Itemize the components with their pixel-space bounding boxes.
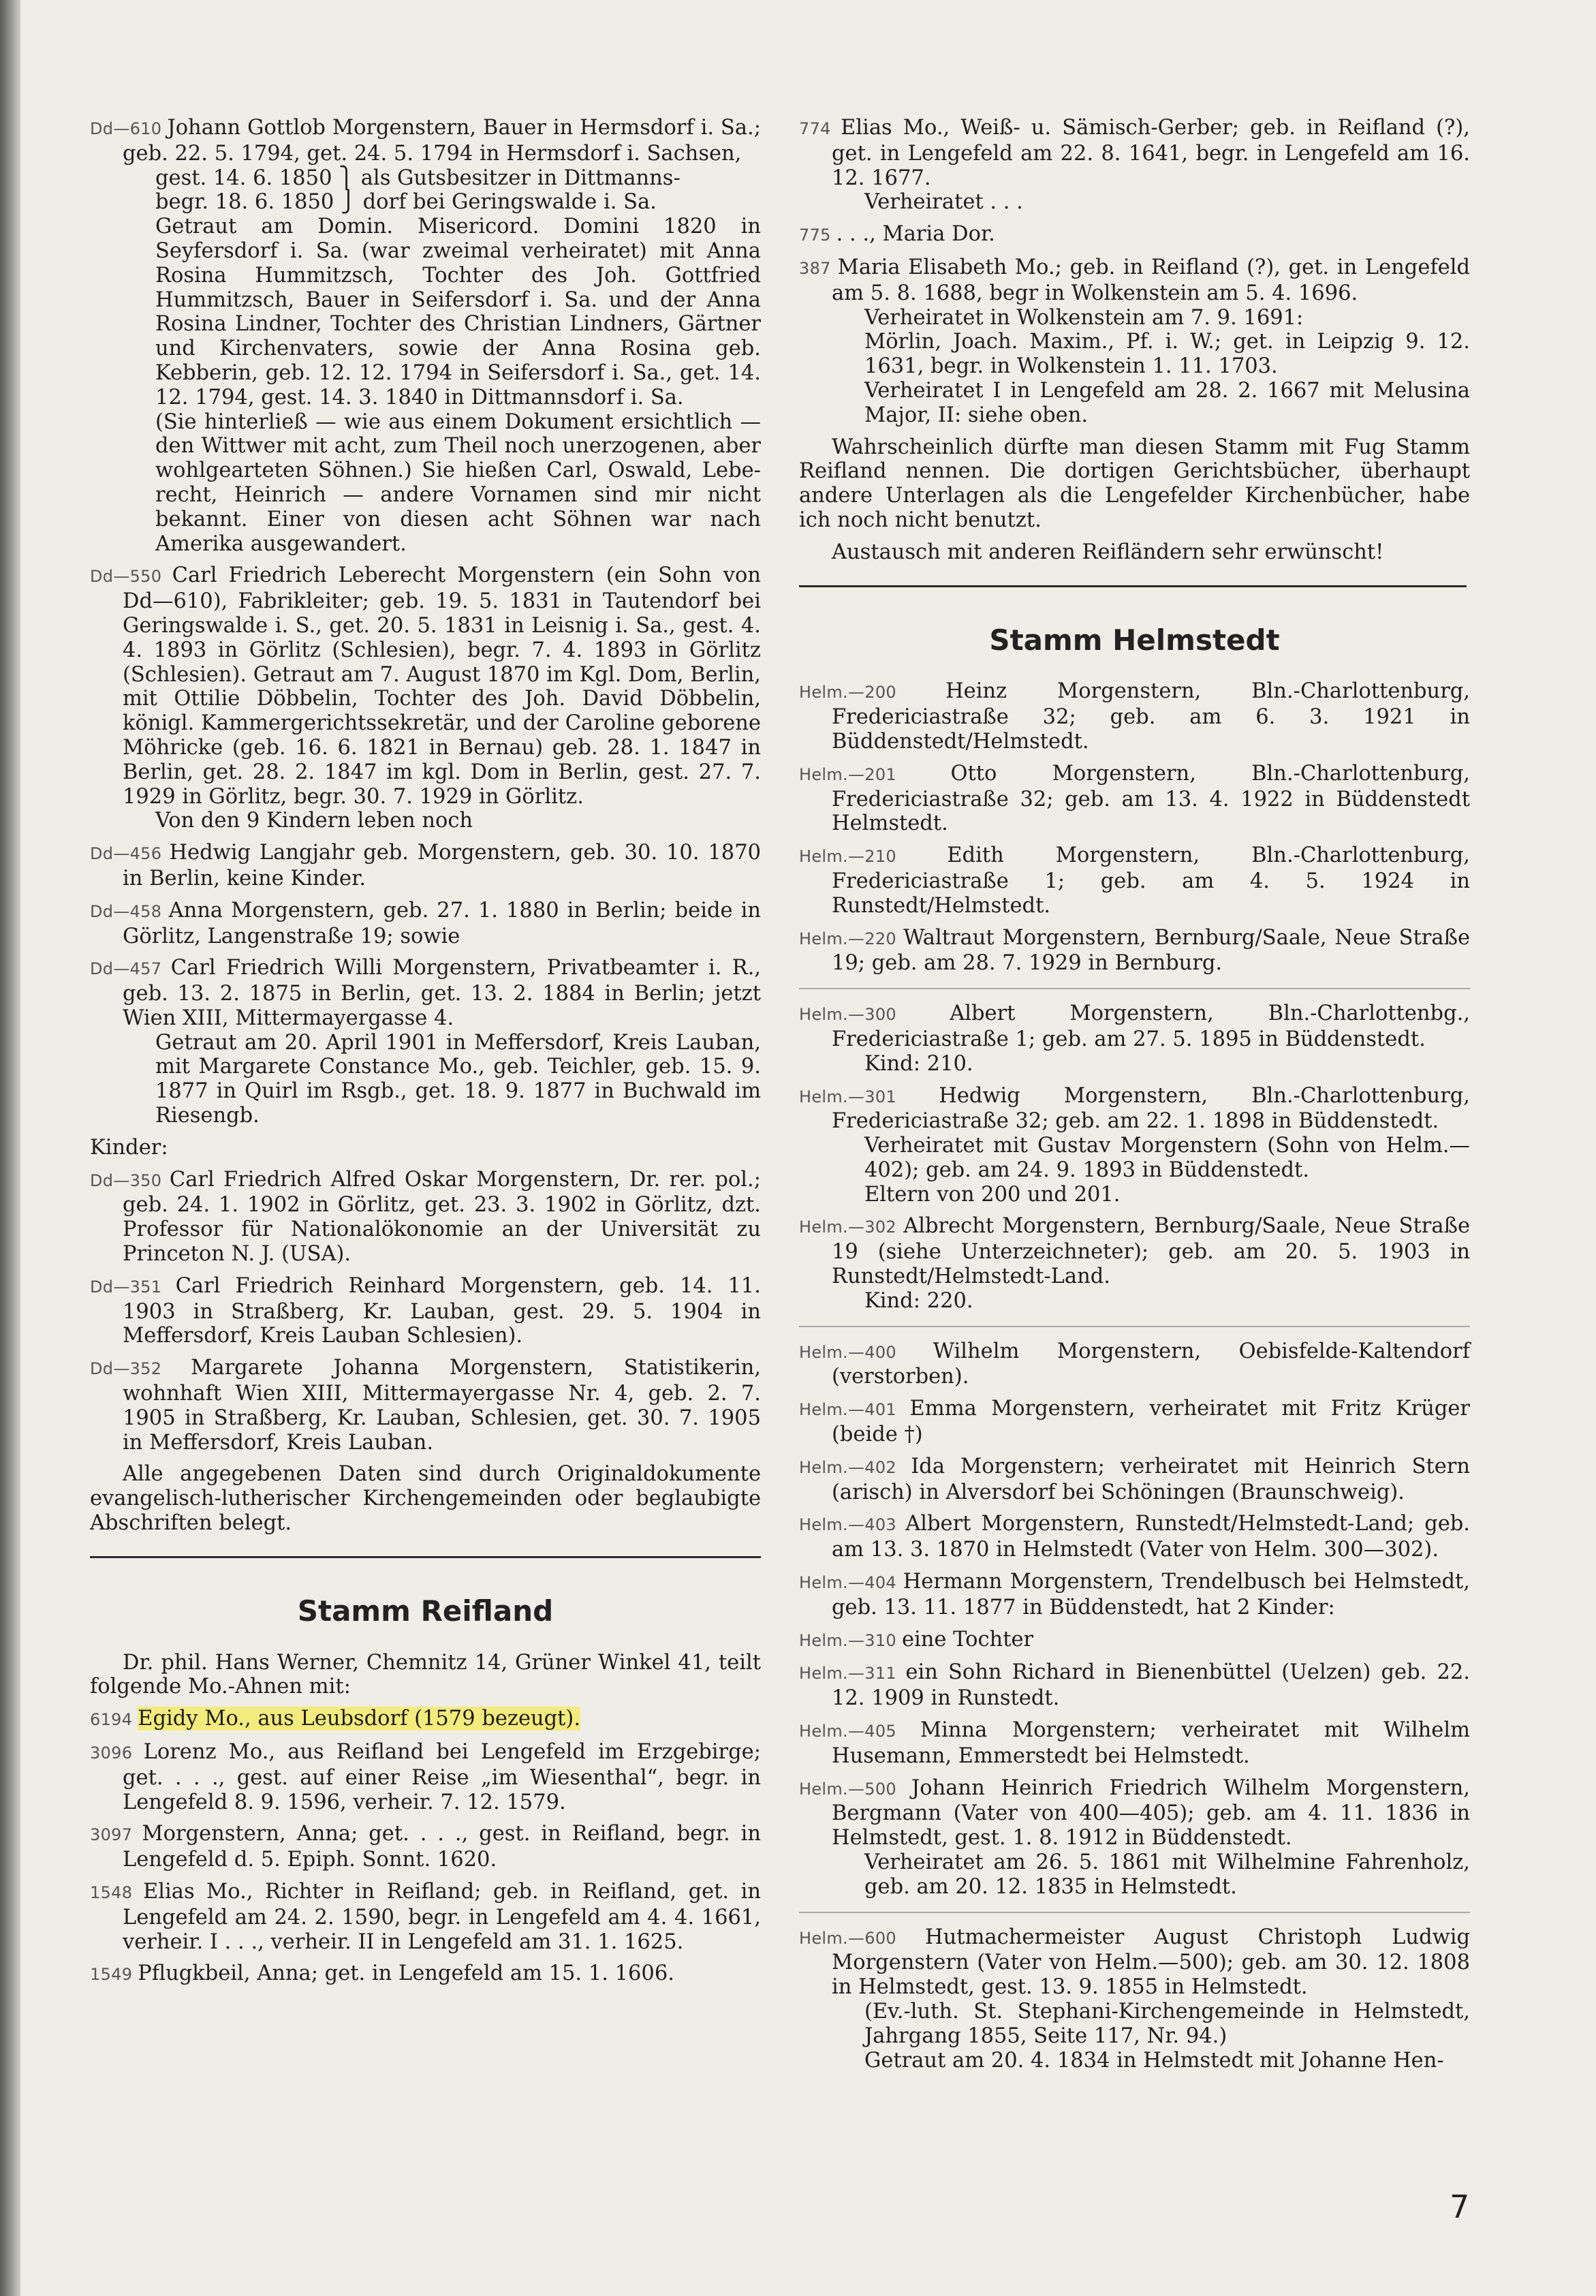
entry-line <box>832 306 1470 330</box>
genealogy-entry <box>90 1168 761 1267</box>
entry-line <box>90 1135 761 1160</box>
entry-id: 775 <box>799 226 836 245</box>
entry-text: Albrecht Morgenstern, Bernburg/Saale, Neue Straße 19 (siehe Unterzeichneter); geb. am 20. 5. 1903 in Runstedt/Helmstedt-Land. <box>832 1214 1470 1289</box>
entry-line <box>799 1454 1470 1505</box>
page-edge <box>0 0 20 2296</box>
entry-line <box>832 2049 1470 2073</box>
entry-line <box>799 116 1471 190</box>
entry-text: Getraut am Domin. Misericord. Domini 1820 in Seyfersdorf i. Sa. (war zweimal verheiratet) mit Anna Rosina Hummitzsch, Tochter des Joh. Gottfried Hummitzsch, Bauer in Seifersdorf i. Sa. und der Anna Rosina Lindner, Tochter des Christian Lindners, Gärtner und Kirchenvaters, sowie der Anna Rosina geb. Kebberin, geb. 12. 12. 1794 in Seifersdorf i. Sa., get. 14. 12. 1794, gest. 14. 3. 1840 in Dittmannsdorf i. Sa. <box>155 215 761 409</box>
genealogy-entry <box>90 1274 761 1348</box>
entry-text: Albert Morgenstern, Bln.-Charlottenbg., Fredericiastraße 1; geb. am 27. 5. 1895 in Büddenstedt. <box>832 1002 1470 1051</box>
entry-id: Helm.—405 <box>799 1722 920 1741</box>
paragraph: Wahrscheinlich dürfte man diesen Stamm mit Fug Stamm Reifland nennen. Die dortigen Gerichtsbücher, überhaupt andere Unterlagen als die Lengefelder Kirchenbücher, habe ich noch nicht benutzt. <box>799 435 1470 532</box>
entry-id: Dd—458 <box>90 901 169 921</box>
entry-text: Von den 9 Kindern leben noch <box>155 809 473 833</box>
entry-text: Johann Heinrich Friedrich Wilhelm Morgenstern, Bergmann (Vater von 400—405); geb. am 4. 11. 1836 in Helmstedt, gest. 1. 8. 1912 in Büddenstedt. <box>832 1775 1470 1850</box>
helmstedt-group <box>799 679 1470 976</box>
genealogy-entry <box>90 956 761 1128</box>
genealogy-entry <box>799 1339 1470 1390</box>
entry-text: Verheiratet mit Gustav Morgenstern (Sohn von Helm.—402); geb. am 24. 9. 1893 in Büddenstedt. <box>864 1134 1470 1182</box>
entry-id: Helm.—402 <box>799 1457 911 1477</box>
entry-line <box>799 1339 1470 1390</box>
entry-id: Helm.—404 <box>799 1573 903 1593</box>
entry-line <box>832 330 1470 379</box>
entry-id: Dd—550 <box>90 567 172 587</box>
entry-text: Carl Friedrich Willi Morgenstern, Privatbeamter i. R., geb. 13. 2. 1875 in Berlin, get. 13. 2. 1884 in Berlin; jetzt Wien XIII, Mittermayergasse 4. <box>123 956 761 1030</box>
entry-line <box>799 1627 1470 1654</box>
entry-line <box>90 1273 761 1348</box>
entry-text: Hermann Morgenstern, Trendelbusch bei Helmstedt, geb. 13. 11. 1877 in Büddenstedt, hat 2 Kinder: <box>832 1570 1470 1619</box>
entry-text: Anna Morgenstern, geb. 27. 1. 1880 in Berlin; beide in Görlitz, Langenstraße 19; sowie <box>123 898 761 948</box>
genealogy-entry <box>799 1776 1470 1899</box>
entry-text: Verheiratet am 26. 5. 1861 mit Wilhelmine Fahrenholz, geb. am 20. 12. 1835 in Helmstedt. <box>864 1850 1470 1899</box>
entry-id: Helm.—403 <box>799 1515 906 1535</box>
entry-text: Kind: 220. <box>864 1288 973 1313</box>
entry-line <box>799 1083 1470 1134</box>
entry-text: Eltern von 200 und 201. <box>864 1182 1121 1207</box>
entry-id: Helm.—220 <box>799 929 904 948</box>
entry-line <box>799 761 1470 836</box>
genealogy-entry <box>799 116 1470 215</box>
entry-id: Helm.—200 <box>799 683 946 702</box>
entry-text: (Ev.-luth. St. Stephani-Kirchengemeinde in Helmstedt, Jahrgang 1855, Seite 117, Nr. 94.) <box>864 2000 1470 2048</box>
entry-id: Dd—456 <box>90 844 170 864</box>
entry-text: Morgenstern, Anna; get. . . ., gest. in Reifland, begr. in Lengefeld d. 5. Epiph. Sonnt. 1620. <box>123 1822 761 1872</box>
section-title-reifland: Stamm Reifland <box>297 1594 554 1628</box>
entry-line <box>832 1134 1470 1183</box>
left-column <box>90 116 761 1995</box>
entry-line <box>832 190 1470 215</box>
helmstedt-group <box>799 1002 1470 1314</box>
entry-line <box>90 841 762 891</box>
entry-text: Verheiratet I in Lengefeld am 28. 2. 1667 mit Melusina Major, II: siehe oben. <box>864 378 1470 427</box>
entry-text: Minna Morgenstern; verheiratet mit Wilhelm Husemann, Emmerstedt bei Helmstedt. <box>832 1718 1470 1768</box>
entry-line <box>799 1718 1470 1769</box>
entry-line <box>799 1570 1470 1620</box>
genealogy-entry <box>799 1512 1470 1562</box>
entry-text: Elias Mo., Richter in Reifland; geb. in Reifland, get. in Lengefeld am 24. 2. 1590, begr. in Lengefeld am 4. 4. 1661, verheir. I . . ., verheir. II in Lengefeld am 31. 1. 1625. <box>123 1880 761 1954</box>
entry-line <box>90 1167 761 1267</box>
entry-line <box>832 2000 1470 2049</box>
entry-id: Dd—457 <box>90 959 171 979</box>
genealogy-entry <box>90 899 761 949</box>
genealogy-entry <box>799 1397 1470 1447</box>
entry-text: gest. 14. 6. 1850 ⎫ als Gutsbesitzer in Dittmanns- <box>155 166 680 190</box>
entry-text: Carl Friedrich Reinhard Morgenstern, geb. 14. 11. 1903 in Straßberg, Kr. Lauban, gest. 29. 5. 1904 in Meffersdorf, Kreis Lauban Schlesien). <box>123 1273 761 1348</box>
reifland-entry <box>90 1961 761 1987</box>
entry-text: Hedwig Morgenstern, Bln.-Charlottenburg, Fredericiastraße 32; geb. am 22. 1. 1898 in Büddenstedt. <box>832 1083 1470 1134</box>
genealogy-entry <box>799 1925 1470 2073</box>
helmstedt-group <box>799 1339 1470 1899</box>
entry-id: Dd—350 <box>90 1170 170 1190</box>
entry-text: . . ., Maria Dor. <box>836 222 995 247</box>
entry-id: Dd—352 <box>90 1359 191 1379</box>
entry-text: Pflugkbeil, Anna; get. in Lengefeld am 15. 1. 1606. <box>138 1961 674 1986</box>
entry-text: (Sie hinterließ — wie aus einem Dokument ersichtlich — den Wittwer mit acht, zum Theil noch unerzogenen, aber wohlgearteten Söhnen.) Sie hießen Carl, Oswald, Lebe-recht, Heinrich — andere Vornamen sind mir nicht bekannt. Einer von diesen acht Söhnen war nach Amerika ausgewandert. <box>155 409 761 556</box>
group-divider <box>799 988 1470 989</box>
entry-line <box>123 410 761 557</box>
entry-text: Maria Elisabeth Mo.; geb. in Reifland (?), get. in Lengefeld am 5. 8. 1688, begr in Wolkenstein am 5. 4. 1696. <box>832 255 1470 305</box>
reifland-entry <box>90 1707 761 1733</box>
genealogy-entry <box>799 1455 1470 1505</box>
group-divider <box>799 1326 1470 1327</box>
reifland-intro: Dr. phil. Hans Werner, Chemnitz 14, Grüner Winkel 41, teilt folgende Mo.-Ahnen mit: <box>90 1650 761 1699</box>
entry-text: Getraut am 20. 4. 1834 in Helmstedt mit Johanne Hen- <box>864 2048 1444 2073</box>
genealogy-entry <box>90 1356 761 1455</box>
closing-note: Alle angegebenen Daten sind durch Originaldokumente evangelisch-lutherischer Kirchengemeinden oder beglaubigte Abschriften belegt. <box>90 1462 761 1536</box>
genealogy-entry <box>799 255 1470 428</box>
genealogy-entry <box>799 762 1470 836</box>
entry-line <box>799 925 1470 976</box>
entry-line <box>832 1052 1470 1076</box>
entry-line <box>799 679 1470 754</box>
entry-line <box>799 1214 1470 1289</box>
genealogy-entry <box>90 841 761 891</box>
entry-line <box>832 1850 1470 1899</box>
entry-id: 6194 <box>90 1710 138 1730</box>
entry-id: Helm.—201 <box>799 764 951 784</box>
entry-id: Helm.—300 <box>799 1005 950 1025</box>
entry-line <box>90 116 761 166</box>
entry-text: Carl Friedrich Leberecht Morgenstern (ein Sohn von Dd—610), Fabrikleiter; geb. 19. 5. 1831 in Tautendorf bei Geringswalde i. S., get. 20. 5. 1831 in Leisnig i. Sa., gest. 4. 4. 1893 in Görlitz (Schlesien), begr. 7. 4. 1893 in Görlitz (Schlesien). Getraut am 7. August 1870 im Kgl. Dom, Berlin, mit Ottilie Döbbelin, Tochter des Joh. David Döbbelin, königl. Kammergerichtssekretär, und der Caroline geborene Möhricke (geb. 16. 6. 1821 in Bernau) geb. 28. 1. 1847 in Berlin, get. 28. 2. 1847 im kgl. Dom in Berlin, gest. 27. 7. 1929 in Görlitz, begr. 30. 7. 1929 in Görlitz. <box>123 563 762 809</box>
entry-id: 3096 <box>90 1743 144 1763</box>
entry-text: eine Tochter <box>901 1627 1034 1651</box>
entry-id: Helm.—400 <box>799 1342 933 1362</box>
section-divider <box>799 585 1467 587</box>
entry-id: 1548 <box>90 1883 143 1902</box>
reifland-entry <box>90 1822 761 1872</box>
entry-line <box>123 215 761 409</box>
group-divider <box>799 1912 1470 1913</box>
genealogy-entry <box>799 222 1470 248</box>
entry-text: Lorenz Mo., aus Reifland bei Lengefeld im Erzgebirge; get. . . ., gest. auf einer Reise „im Wiesenthal“, begr. in Lengefeld 8. 9. 1596, verheir. 7. 12. 1579. <box>123 1740 761 1814</box>
genealogy-entry <box>90 563 761 833</box>
entry-line <box>799 1397 1470 1447</box>
highlighted-entry: Egidy Mo., aus Leubsdorf (1579 bezeugt). <box>138 1707 581 1731</box>
genealogy-entry <box>799 1718 1470 1769</box>
entry-text: begr. 18. 6. 1850 ⎭ dorf bei Geringswalde i. Sa. <box>155 190 657 215</box>
entry-id: 387 <box>799 258 838 278</box>
entry-line <box>832 379 1470 428</box>
helmstedt-group <box>799 1925 1470 2073</box>
entry-id: Helm.—301 <box>799 1087 939 1106</box>
entry-line <box>123 1031 761 1128</box>
entry-line <box>832 1289 1470 1314</box>
entry-line <box>799 1775 1470 1850</box>
entry-id: Dd—351 <box>90 1277 176 1297</box>
entry-line <box>799 1002 1470 1052</box>
entry-text: Ida Morgenstern; verheiratet mit Heinrich Stern (arisch) in Alversdorf bei Schöningen (Braunschweig). <box>832 1454 1470 1504</box>
page-number: 7 <box>1450 2188 1470 2225</box>
paragraph: Austausch mit anderen Reifländern sehr erwünscht! <box>832 540 1384 564</box>
entry-line <box>123 190 761 215</box>
entry-line <box>90 898 761 949</box>
genealogy-entry <box>799 1628 1470 1654</box>
entry-id: Helm.—401 <box>799 1400 910 1420</box>
genealogy-entry <box>90 1136 761 1160</box>
genealogy-entry <box>799 679 1470 754</box>
genealogy-entry <box>799 1084 1470 1207</box>
entry-id: Helm.—311 <box>799 1664 906 1684</box>
entry-line <box>832 1183 1470 1207</box>
entry-text: Hutmachermeister August Christoph Ludwig Morgenstern (Vater von Helm.—500); geb. am 30. 12. 1808 in Helmstedt, gest. 13. 9. 1855 in Helmstedt. <box>832 1925 1470 2000</box>
entry-line <box>799 255 1470 306</box>
right-column <box>799 116 1470 2080</box>
entry-text: Otto Morgenstern, Bln.-Charlottenburg, Fredericiastraße 32; geb. am 13. 4. 1922 in Büddenstedt Helmstedt. <box>832 761 1470 836</box>
reifland-entry <box>90 1880 761 1954</box>
entry-text: Getraut am 20. April 1901 in Meffersdorf, Kreis Lauban, mit Margarete Constance Mo., geb. Teichler, geb. 15. 9. 1877 in Quirl im Rsgb., get. 18. 9. 1877 in Buchwald im Riesengb. <box>155 1030 761 1128</box>
entry-text: Albert Morgenstern, Runstedt/Helmstedt-Land; geb. am 13. 3. 1870 in Helmstedt (Vater von Helm. 300—302). <box>832 1512 1470 1562</box>
entry-text: Kind: 210. <box>864 1051 973 1076</box>
entry-id: Helm.—600 <box>799 1928 926 1948</box>
entry-line <box>90 563 762 809</box>
entry-line <box>123 166 761 191</box>
genealogy-entry <box>799 1570 1470 1620</box>
entry-text: Edith Morgenstern, Bln.-Charlottenburg, Fredericiastraße 1; geb. am 4. 5. 1924 in Runstedt/Helmstedt. <box>832 843 1470 918</box>
entry-line <box>799 222 1470 248</box>
genealogy-entry <box>799 926 1470 976</box>
entry-text: Verheiratet . . . <box>864 190 1023 215</box>
entry-id: Helm.—310 <box>799 1630 902 1650</box>
entry-id: Helm.—302 <box>799 1217 904 1237</box>
genealogy-entry <box>799 843 1470 918</box>
entry-id: Helm.—500 <box>799 1779 912 1799</box>
section-title-helmstedt: Stamm Helmstedt <box>989 623 1280 657</box>
entry-line <box>90 1356 761 1455</box>
entry-text: Emma Morgenstern, verheiratet mit Fritz Krüger (beide †) <box>832 1397 1470 1447</box>
reifland-entry <box>90 1740 761 1814</box>
entry-text: Kinder: <box>90 1135 168 1160</box>
genealogy-entry <box>799 1660 1470 1711</box>
entry-line <box>799 1512 1470 1562</box>
genealogy-entry <box>799 1002 1470 1076</box>
entry-text: Heinz Morgenstern, Bln.-Charlottenburg, Fredericiastraße 32; geb. am 6. 3. 1921 in Büddenstedt/Helmstedt. <box>832 679 1470 754</box>
entry-text: Margarete Johanna Morgenstern, Statistikerin, wohnhaft Wien XIII, Mittermayergasse Nr. 4, geb. 2. 7. 1905 in Straßberg, Kr. Lauban, Schlesien, get. 30. 7. 1905 in Meffersdorf, Kreis Lauban. <box>123 1356 761 1455</box>
entry-line <box>90 956 761 1030</box>
entry-id: 1549 <box>90 1965 138 1985</box>
entry-text: Waltraut Morgenstern, Bernburg/Saale, Neue Straße 19; geb. am 28. 7. 1929 in Bernburg. <box>832 925 1470 976</box>
entry-line <box>799 1660 1470 1711</box>
entry-line <box>123 809 761 833</box>
entry-text: ein Sohn Richard in Bienenbüttel (Uelzen) geb. 22. 12. 1909 in Runstedt. <box>832 1660 1470 1711</box>
genealogy-entry <box>799 1214 1470 1313</box>
genealogy-entry <box>90 116 761 556</box>
entry-id: Dd—610 <box>90 119 168 138</box>
entry-id: Helm.—210 <box>799 847 948 867</box>
entry-text: Wilhelm Morgenstern, Oebisfelde-Kaltendorf (verstorben). <box>832 1339 1470 1389</box>
entry-text: Verheiratet in Wolkenstein am 7. 9. 1691: <box>864 305 1304 330</box>
entry-text: Johann Gottlob Morgenstern, Bauer in Hermsdorf i. Sa.; geb. 22. 5. 1794, get. 24. 5. 1794 in Hermsdorf i. Sachsen, <box>123 116 761 166</box>
entry-text: Mörlin, Joach. Maxim., Pf. i. W.; get. in Leipzig 9. 12. 1631, begr. in Wolkenstein 1. 11. 1703. <box>864 330 1470 379</box>
entry-text: Carl Friedrich Alfred Oskar Morgenstern, Dr. rer. pol.; geb. 24. 1. 1902 in Görlitz, get. 23. 3. 1902 in Görlitz, dzt. Professor für Nationalökonomie an der Universität zu Princeton N. J. (USA). <box>123 1167 761 1267</box>
entry-line <box>799 843 1470 918</box>
entry-id: 3097 <box>90 1825 142 1845</box>
entry-text: Elias Mo., Weiß- u. Sämisch-Gerber; geb. in Reifland (?), get. in Lengefeld am 22. 8. 1641, begr. in Lengefeld am 16. 12. 1677. <box>832 116 1471 190</box>
entry-id: 774 <box>799 119 841 138</box>
section-divider <box>90 1556 761 1558</box>
entry-line <box>799 1925 1470 2000</box>
entry-text: Hedwig Langjahr geb. Morgenstern, geb. 30. 10. 1870 in Berlin, keine Kinder. <box>123 841 762 890</box>
